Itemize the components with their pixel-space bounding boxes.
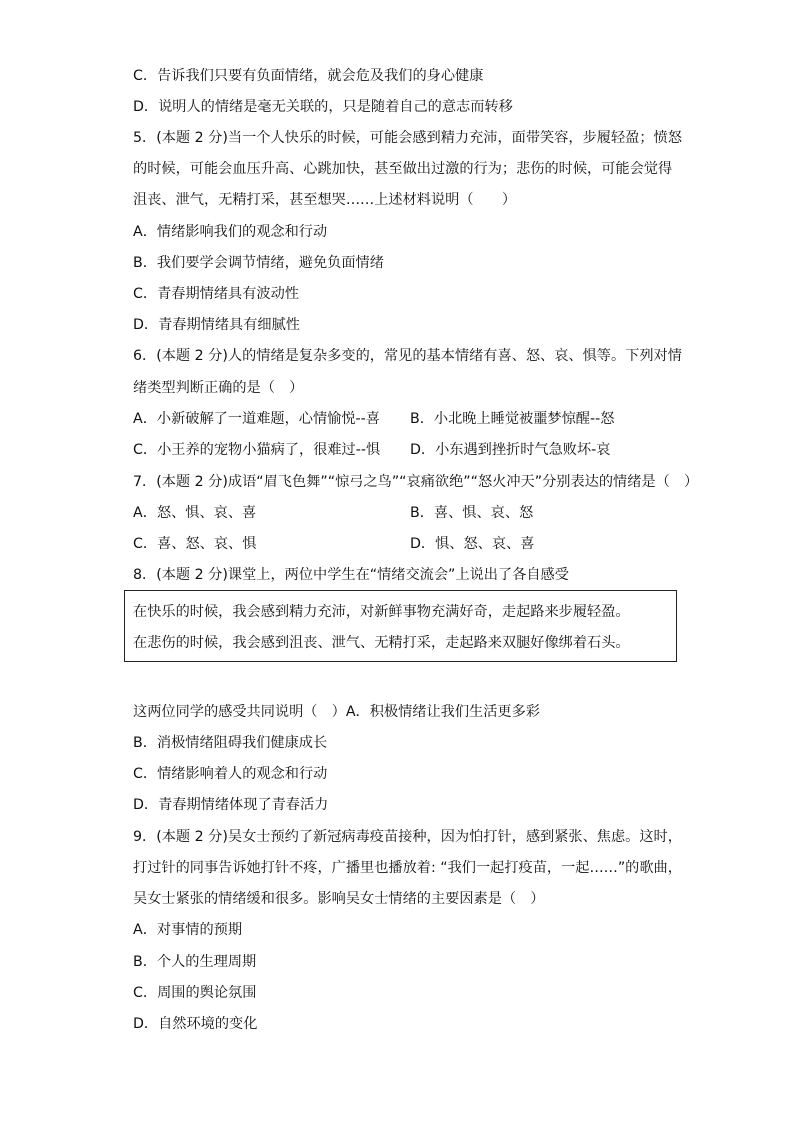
q6-stem-line-2: 绪类型判断正确的是（ ） [133, 380, 304, 396]
q9-option-b: B．个人的生理周期 [133, 954, 257, 970]
q5-stem-line-2: 的时候，可能会血压升高、心跳加快，甚至做出过激的行为；悲伤的时候，可能会觉得 [133, 161, 673, 177]
q8-quote-box [124, 590, 677, 662]
q9-option-a: A．对事情的预期 [133, 922, 243, 938]
q8-quote-line-1: 在快乐的时候，我会感到精力充沛，对新鲜事物充满好奇，走起路来步履轻盈。 [133, 604, 630, 620]
q5-stem-line-1: 5．(本题 2 分)当一个人快乐的时候，可能会感到精力充沛，面带笑容，步履轻盈；愤怒 [133, 130, 682, 146]
q7-option-d: D．惧、怒、哀、喜 [410, 536, 535, 552]
q8-quote-line-2: 在悲伤的时候，我会感到沮丧、泄气、无精打采，走起路来双腿好像绑着石头。 [133, 635, 630, 651]
q8-stem: 8．(本题 2 分)课堂上，两位中学生在“情绪交流会”上说出了各自感受 [133, 567, 569, 583]
q8-option-b: B．消极情绪阻碍我们健康成长 [133, 735, 328, 751]
q8-question: 这两位同学的感受共同说明（ ）A．积极情绪让我们生活更多彩 [133, 704, 540, 720]
q6-option-b: B．小北晚上睡觉被噩梦惊醒--怒 [410, 411, 615, 427]
q9-stem-line-2: 打过针的同事告诉她打针不疼，广播里也播放着: “我们一起打疫苗，一起……”的歌曲， [133, 860, 682, 876]
q9-option-c: C．周围的舆论氛围 [133, 985, 257, 1001]
q9-stem-line-1: 9．(本题 2 分)吴女士预约了新冠病毒疫苗接种，因为怕打针，感到紧张、焦虑。这时， [133, 829, 682, 845]
q5-option-a: A．情绪影响我们的观念和行动 [133, 224, 328, 240]
q8-option-d: D．青春期情绪体现了青春活力 [133, 797, 329, 813]
q9-option-d: D．自然环境的变化 [133, 1016, 258, 1032]
q7-option-b: B．喜、惧、哀、怒 [410, 505, 534, 521]
q4-option-c: C．告诉我们只要有负面情绪，就会危及我们的身心健康 [133, 68, 484, 84]
q5-option-d: D．青春期情绪具有细腻性 [133, 317, 300, 333]
q5-option-b: B．我们要学会调节情绪，避免负面情绪 [133, 255, 384, 271]
q7-stem: 7．(本题 2 分)成语“眉飞色舞”“惊弓之鸟”“哀痛欲绝”“怒火冲天”分别表达的情绪是（ ） [133, 474, 699, 490]
q6-stem-line-1: 6．(本题 2 分)人的情绪是复杂多变的，常见的基本情绪有喜、怒、哀、惧等。下列对情 [133, 348, 682, 364]
q4-option-d: D．说明人的情绪是毫无关联的，只是随着自己的意志而转移 [133, 99, 513, 115]
q5-stem-line-3: 沮丧、泄气，无精打采，甚至想哭……上述材料说明（ ） [133, 192, 517, 208]
q5-option-c: C．青春期情绪具有波动性 [133, 286, 299, 302]
q6-option-d: D．小东遇到挫折时气急败坏-哀 [410, 442, 611, 458]
q7-option-c: C．喜、怒、哀、惧 [133, 536, 257, 552]
q7-option-a: A．怒、惧、哀、喜 [133, 505, 257, 521]
q6-option-c: C．小王养的宠物小猫病了，很难过--惧 [133, 442, 381, 458]
q8-option-c: C．情绪影响着人的观念和行动 [133, 766, 328, 782]
q9-stem-line-3: 吴女士紧张的情绪缓和很多。影响吴女士情绪的主要因素是（ ） [133, 891, 545, 907]
q6-option-a: A．小新破解了一道难题，心情愉悦--喜 [133, 411, 380, 427]
